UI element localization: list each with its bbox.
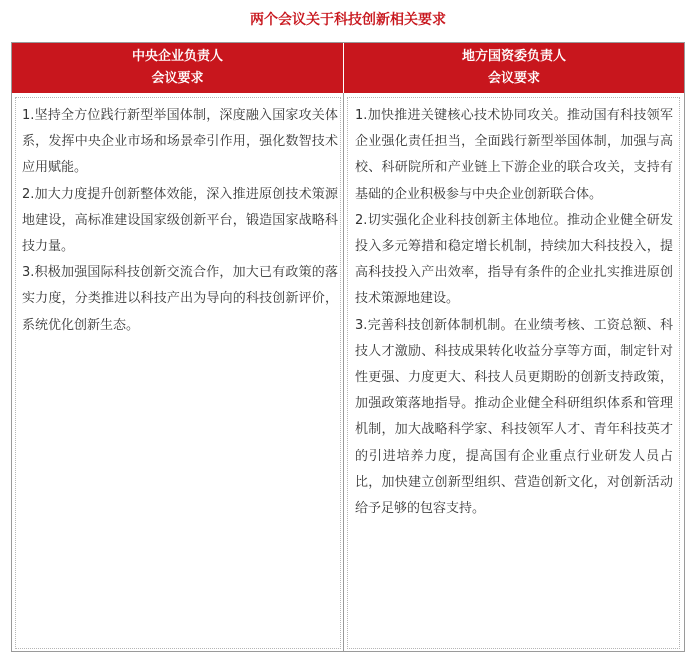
column-divider [343, 93, 344, 651]
table-body-row [12, 93, 684, 651]
right-cell-content [355, 103, 673, 522]
page-title: 两个会议关于科技创新相关要求 [250, 12, 446, 28]
list-item: 3.完善科技创新体制机制。在业绩考核、工资总额、科技人才激励、科技成果转化收益分享等方面，制定针对性更强、力度更大、科技人员更期盼的创新支持政策，加强政策落地指导。推动企业健全科研组织体系和管理机制，加大战略科学家、科技领军人才、青年科技英才的引进培养力度，提高国有企业重点行业研发人员占比，加快建立创新型组织、营造创新文化，对创新活动给予足够的包容支持。 [355, 317, 673, 517]
header-line: 地方国资委负责人 [461, 49, 566, 64]
header-local-sasac [344, 43, 684, 93]
list-item: 2.切实强化企业科技创新主体地位。推动企业健全研发投入多元筹措和稳定增长机制，持续加大科技投入，提高科技投入产出效率，指导有条件的企业扎实推进原创技术策源地建设。 [355, 212, 673, 307]
list-item: 1.坚持全方位践行新型举国体制，深度融入国家攻关体系，发挥中央企业市场和场景牵引作用，强化数智技术应用赋能。 [22, 108, 338, 176]
header-line: 会议要求 [151, 71, 204, 86]
comparison-table [11, 42, 685, 652]
list-item: 3.积极加强国际科技创新交流合作，加大已有政策的落实力度，分类推进以科技产出为导向的科技创新评价，系统优化创新生态。 [22, 265, 338, 333]
header-central-enterprises [12, 43, 343, 93]
list-item: 2.加大力度提升创新整体效能，深入推进原创技术策源地建设，高标准建设国家级创新平台，锻造国家战略科技力量。 [22, 186, 338, 255]
table-header-row [12, 43, 684, 93]
header-line: 中央企业负责人 [131, 49, 223, 64]
list-item: 1.加快推进关键核心技术协同攻关。推动国有科技领军企业强化责任担当，全面践行新型举国体制，加强与高校、科研院所和产业链上下游企业的联合攻关，支持有基础的企业积极参与中央企业创新联合体。 [355, 108, 673, 202]
header-line: 会议要求 [487, 71, 540, 86]
left-cell-content [22, 103, 338, 339]
